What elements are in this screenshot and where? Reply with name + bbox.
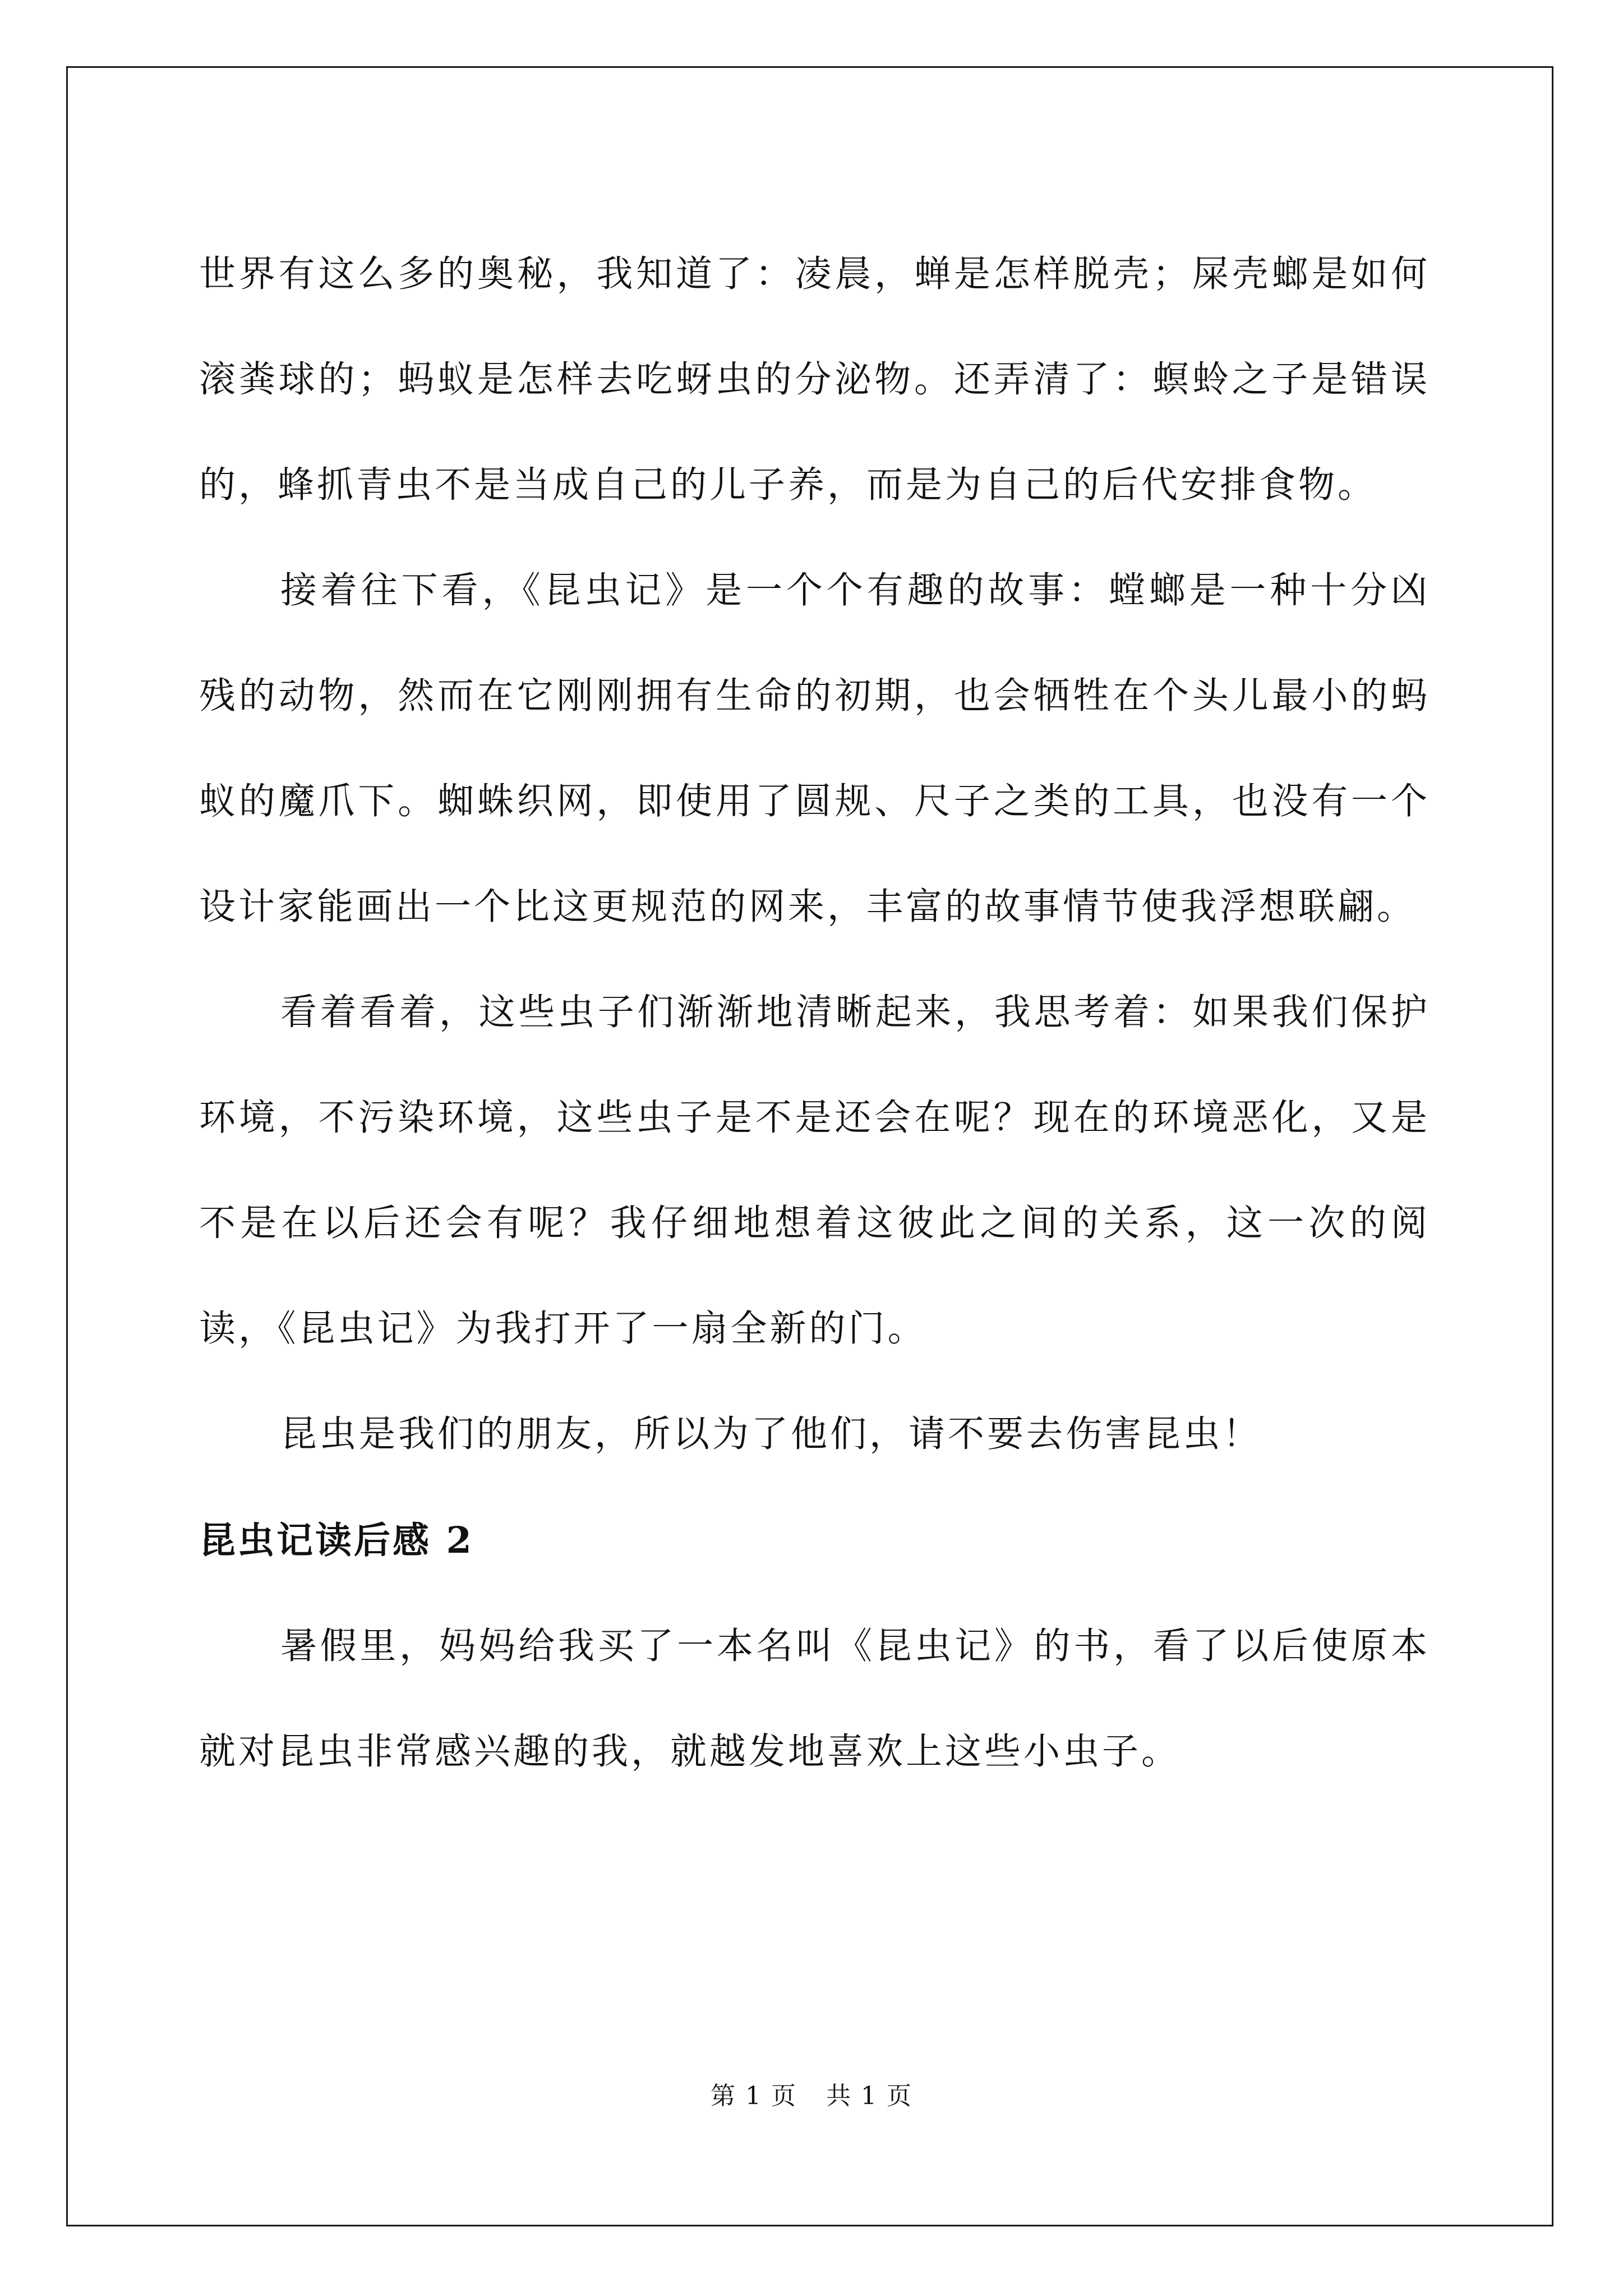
- paragraph-2: 接着往下看，《昆虫记》是一个个有趣的故事：螳螂是一种十分凶残的动物，然而在它刚刚拥有生命的初期，也会牺牲在个头儿最小的蚂蚁的魔爪下。蜘蛛织网，即使用了圆规、尺子之类的工具，也没有一个设计家能画出一个比这更规范的网来，丰富的故事情节使我浮想联翩。: [199, 569, 1430, 928]
- page-total: 共 1 页: [826, 2082, 912, 2110]
- page-number: 第 1 页: [711, 2082, 797, 2110]
- document-body: [199, 222, 1430, 1805]
- page-footer: [0, 2076, 1623, 2111]
- section-paragraph-1: 暑假里，妈妈给我买了一本名叫《昆虫记》的书，看了以后使原本就对昆虫非常感兴趣的我，就越发地喜欢上这些小虫子。: [199, 1625, 1430, 1773]
- paragraph-3: 看着看着，这些虫子们渐渐地清晰起来，我思考着：如果我们保护环境，不污染环境，这些虫子是不是还会在呢？现在的环境恶化，又是不是在以后还会有呢？我仔细地想着这彼此之间的关系，这一次的阅读，《昆虫记》为我打开了一扇全新的门。: [199, 991, 1430, 1350]
- paragraph-4: 昆虫是我们的朋友，所以为了他们，请不要去伤害昆虫！: [280, 1413, 1262, 1455]
- section-title: 昆虫记读后感 2: [199, 1519, 474, 1562]
- paragraph-1: 世界有这么多的奥秘，我知道了：凌晨，蝉是怎样脱壳；屎壳螂是如何滚粪球的；蚂蚁是怎样去吃蚜虫的分泌物。还弄清了：螟蛉之子是错误的，蜂抓青虫不是当成自己的儿子养，而是为自己的后代安排食物。: [199, 253, 1430, 506]
